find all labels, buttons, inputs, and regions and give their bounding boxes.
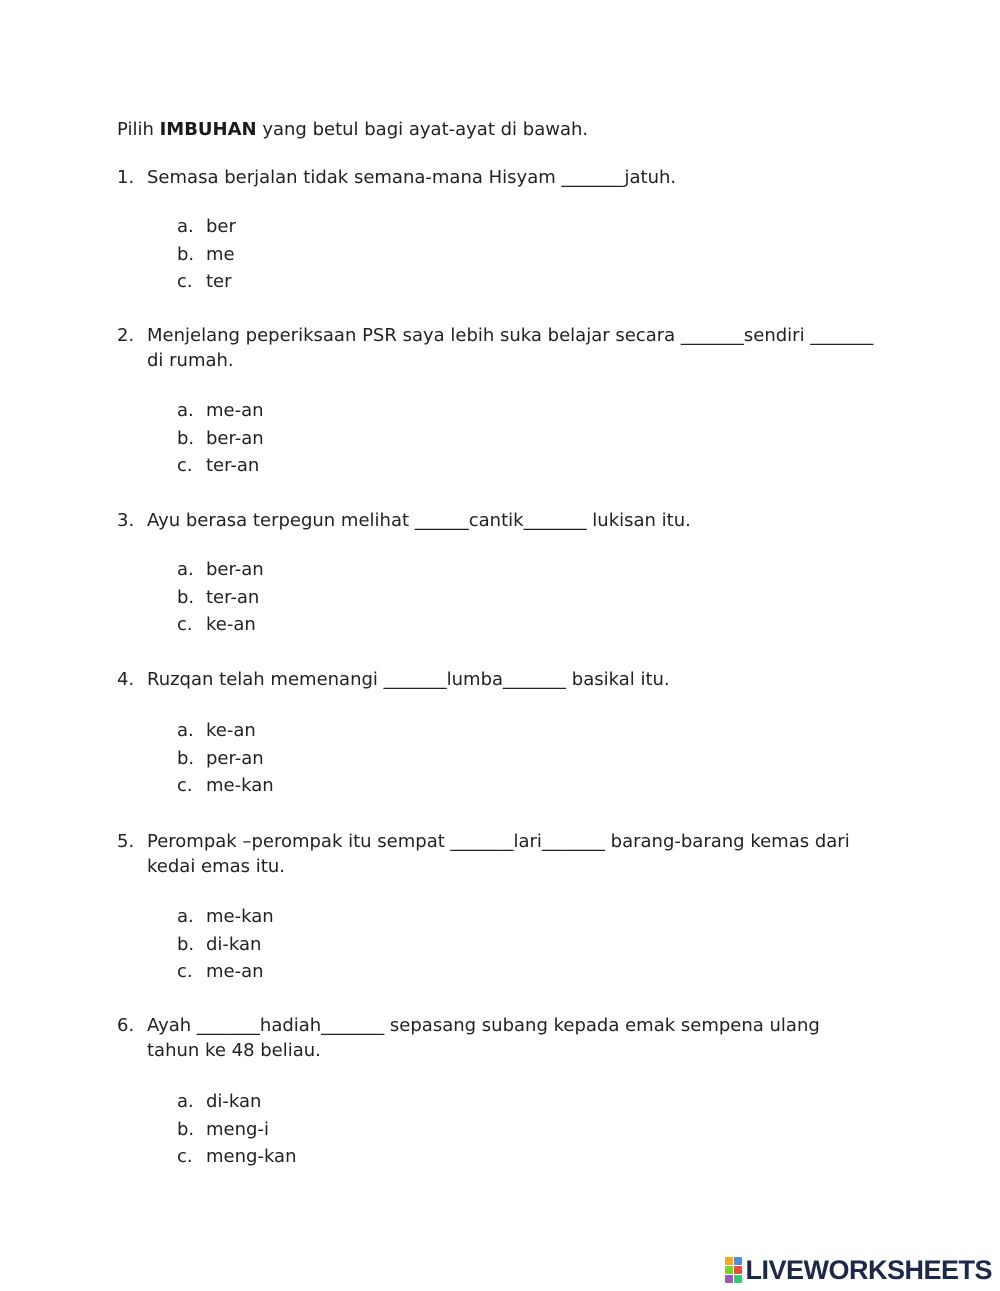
question-number: 3. <box>117 510 135 531</box>
question-6 <box>117 1013 877 1167</box>
option-letter: c. <box>177 614 193 635</box>
question-sentence: Ayah _______hadiah_______ sepasang subang kepada emak sempena ulang tahun ke 48 beliau. <box>147 1015 820 1061</box>
question-4 <box>117 667 877 796</box>
option-a[interactable] <box>177 1088 296 1116</box>
option-letter: a. <box>177 400 194 421</box>
answer-options <box>177 717 274 800</box>
option-text: per-an <box>206 747 264 769</box>
question-sentence: Perompak –perompak itu sempat _______lari_______ barang-barang kemas dari kedai emas itu. <box>147 831 850 877</box>
option-text: ter-an <box>206 455 260 476</box>
question-number: 4. <box>117 669 135 690</box>
option-text: me-an <box>206 961 264 982</box>
option-a[interactable] <box>177 556 264 584</box>
option-letter: a. <box>177 720 194 741</box>
option-letter: a. <box>177 906 194 927</box>
option-letter: a. <box>177 559 194 580</box>
option-c[interactable] <box>177 268 236 296</box>
option-letter: a. <box>177 1091 194 1112</box>
option-a[interactable] <box>177 717 274 745</box>
option-c[interactable] <box>177 772 274 800</box>
question-number: 5. <box>117 831 135 852</box>
option-text: meng-kan <box>206 1146 297 1167</box>
logo-text: LIVEWORKSHEETS <box>745 1255 992 1285</box>
logo-block <box>725 1266 733 1274</box>
option-a[interactable] <box>177 213 236 241</box>
instruction-suffix: yang betul bagi ayat-ayat di bawah. <box>256 119 589 140</box>
option-a[interactable] <box>177 397 264 425</box>
answer-options <box>177 397 264 480</box>
option-text: me-an <box>206 400 264 421</box>
question-sentence: Ruzqan telah memenangi _______lumba_______ basikal itu. <box>147 669 670 690</box>
option-letter: c. <box>177 775 193 796</box>
option-text: ke-an <box>206 614 256 635</box>
option-b[interactable] <box>177 425 264 453</box>
question-3 <box>117 508 877 635</box>
option-text: ber-an <box>206 559 264 580</box>
option-c[interactable] <box>177 611 264 639</box>
option-letter: b. <box>177 1118 195 1140</box>
question-2 <box>117 323 877 476</box>
option-text: di-kan <box>206 1091 262 1112</box>
question-1 <box>117 165 877 292</box>
option-text: me-kan <box>206 906 274 927</box>
question-text <box>117 667 877 692</box>
option-letter: c. <box>177 455 193 476</box>
liveworksheets-logo[interactable] <box>725 1256 992 1284</box>
question-text <box>117 323 877 373</box>
option-b[interactable] <box>177 745 274 773</box>
option-letter: b. <box>177 586 195 608</box>
question-sentence: Semasa berjalan tidak semana-mana Hisyam _______jatuh. <box>147 167 677 188</box>
option-b[interactable] <box>177 584 264 612</box>
option-letter: b. <box>177 747 195 769</box>
question-number: 2. <box>117 325 135 346</box>
logo-block <box>734 1275 742 1283</box>
question-sentence: Menjelang peperiksaan PSR saya lebih suka belajar secara _______sendiri _______ di rumah. <box>147 325 874 371</box>
option-c[interactable] <box>177 958 274 986</box>
option-text: me-kan <box>206 775 274 796</box>
option-letter: c. <box>177 961 193 982</box>
answer-options <box>177 213 236 296</box>
option-c[interactable] <box>177 452 264 480</box>
option-letter: a. <box>177 216 194 237</box>
question-text <box>117 829 877 879</box>
option-text: ber <box>206 216 236 237</box>
option-c[interactable] <box>177 1143 296 1171</box>
option-text: ber-an <box>206 427 264 449</box>
option-text: di-kan <box>206 933 262 955</box>
logo-block <box>725 1257 733 1265</box>
question-5 <box>117 829 877 982</box>
option-text: me <box>206 243 235 265</box>
option-letter: b. <box>177 933 195 955</box>
answer-options <box>177 1088 296 1171</box>
question-text <box>117 508 877 533</box>
instruction-text <box>117 118 588 142</box>
question-number: 6. <box>117 1015 135 1036</box>
option-letter: b. <box>177 427 195 449</box>
option-letter: c. <box>177 1146 193 1167</box>
option-letter: b. <box>177 243 195 265</box>
logo-block <box>734 1257 742 1265</box>
option-a[interactable] <box>177 903 274 931</box>
option-text: ter <box>206 271 232 292</box>
question-text <box>117 165 877 190</box>
instruction-emphasis: IMBUHAN <box>159 119 257 140</box>
instruction-prefix: Pilih <box>117 119 160 140</box>
logo-block <box>725 1275 733 1283</box>
logo-blocks-icon <box>725 1257 742 1283</box>
logo-block <box>734 1266 742 1274</box>
question-sentence: Ayu berasa terpegun melihat ______cantik_______ lukisan itu. <box>147 510 691 531</box>
option-b[interactable] <box>177 241 236 269</box>
option-b[interactable] <box>177 931 274 959</box>
answer-options <box>177 903 274 986</box>
question-number: 1. <box>117 167 135 188</box>
option-text: ke-an <box>206 720 256 741</box>
answer-options <box>177 556 264 639</box>
option-text: meng-i <box>206 1118 269 1140</box>
option-text: ter-an <box>206 586 260 608</box>
option-b[interactable] <box>177 1116 296 1144</box>
option-letter: c. <box>177 271 193 292</box>
question-text <box>117 1013 877 1063</box>
